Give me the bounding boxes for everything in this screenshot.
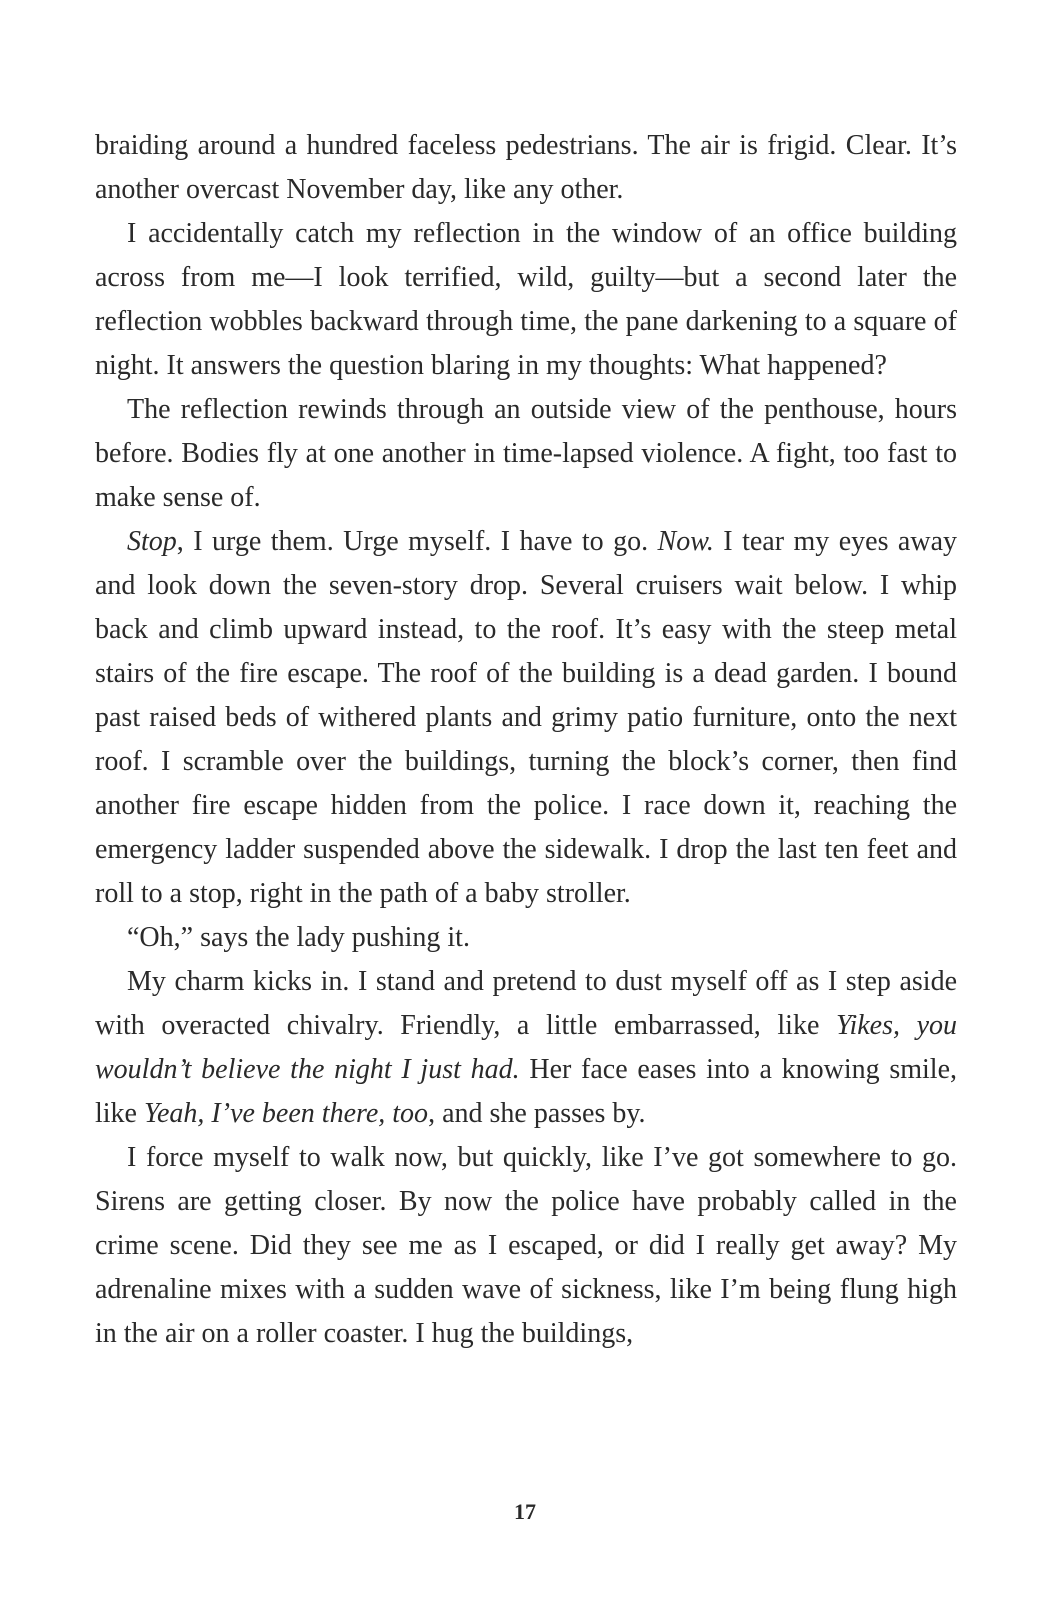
italic-text-run: Stop bbox=[127, 526, 177, 557]
text-run: “Oh,” says the lady pushing it. bbox=[127, 922, 470, 953]
text-run: , I urge them. Urge myself. I have to go. bbox=[176, 526, 658, 557]
text-run: The reflection rewinds through an outside view of the penthouse, hours before. Bodies fly at one another in time-lapsed violence. A fight, too fast to make sense of. bbox=[95, 394, 957, 513]
paragraph bbox=[95, 388, 957, 520]
paragraph bbox=[95, 916, 957, 960]
text-run: My charm kicks in. I stand and pretend to dust myself off as I step aside with overacted chivalry. Friendly, a little embarrassed, like bbox=[95, 966, 957, 1041]
italic-text-run: Yeah, I’ve been there, too bbox=[144, 1098, 429, 1129]
paragraph bbox=[95, 212, 957, 388]
text-run: I tear my eyes away and look down the seven-story drop. Several cruisers wait below. I whip back and climb upward instead, to the roof. It’s easy with the steep metal stairs of the fire escape. The roof of the building is a dead garden. I bound past raised beds of withered plants and grimy patio furniture, onto the next roof. I scramble over the buildings, turning the block’s corner, then find another fire escape hidden from the police. I race down it, reaching the emergency ladder suspended above the sidewalk. I drop the last ten feet and roll to a stop, right in the path of a baby stroller. bbox=[95, 526, 958, 909]
paragraph bbox=[95, 124, 957, 212]
paragraph bbox=[95, 960, 957, 1136]
text-run: I accidentally catch my reflection in the window of an office building across from me—I look terrified, wild, guilty—but a second later the reflection wobbles backward through time, the pane darkening to a square of night. It answers the question blaring in my thoughts: What happened? bbox=[95, 218, 957, 381]
italic-text-run: Yikes, you wouldn’t believe the night I just had. bbox=[95, 1010, 958, 1085]
page-body bbox=[95, 124, 957, 1356]
page-number: 17 bbox=[514, 1499, 536, 1524]
text-run: I force myself to walk now, but quickly, like I’ve got somewhere to go. Sirens are getting closer. By now the police have probably called in the crime scene. Did they see me as I escaped, or did I really get away? My adrenaline mixes with a sudden wave of sickness, like I’m being flung high in the air on a roller coaster. I hug the buildings, bbox=[95, 1142, 957, 1349]
text-run: , and she passes by. bbox=[428, 1098, 646, 1129]
paragraph bbox=[95, 520, 957, 916]
text-run: Her face eases into a knowing smile, like bbox=[95, 1054, 957, 1129]
paragraph bbox=[95, 1136, 957, 1356]
italic-text-run: Now. bbox=[657, 526, 714, 557]
text-run: braiding around a hundred faceless pedestrians. The air is frigid. Clear. It’s another overcast November day, like any other. bbox=[95, 130, 957, 205]
